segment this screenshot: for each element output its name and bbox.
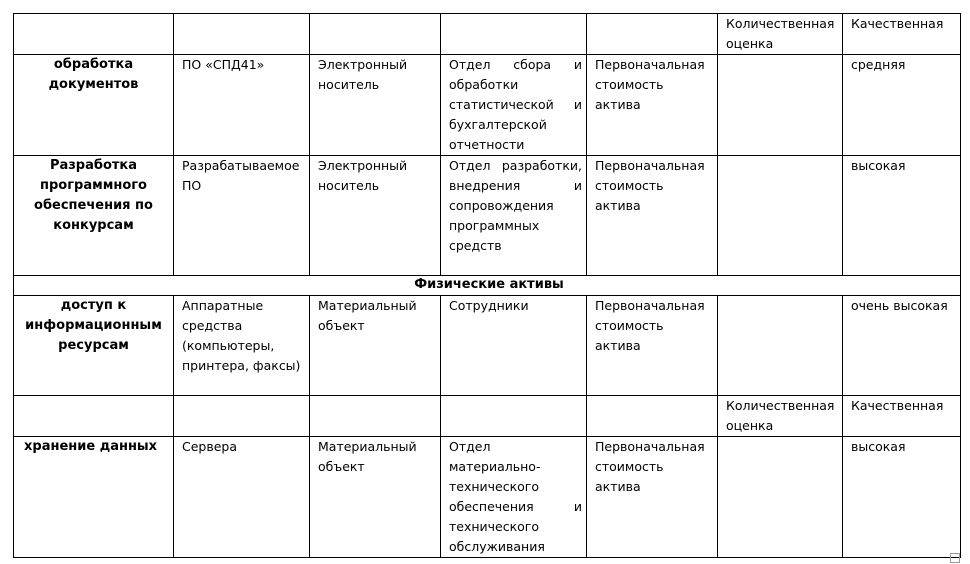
asset-carrier: Электронный носитель: [310, 55, 441, 156]
cell-empty: [587, 396, 718, 437]
header-row: [14, 396, 961, 437]
asset-qual: средняя: [843, 55, 961, 156]
asset-carrier: Материальный объект: [310, 437, 441, 558]
table-row: [14, 437, 961, 558]
asset-valuation: Первоначальная стоимость актива: [587, 437, 718, 558]
cell-empty: [310, 14, 441, 55]
table-row: [14, 296, 961, 396]
asset-name: Разработка программного обеспечения по конкурсам: [14, 156, 174, 276]
asset-qual: высокая: [843, 156, 961, 276]
asset-name: хранение данных: [14, 437, 174, 558]
asset-carrier: Электронный носитель: [310, 156, 441, 276]
asset-quant: [718, 437, 843, 558]
asset-owner: Отдел сбора и обработки статистической и бухгалтерской отчетности: [441, 55, 587, 156]
asset-owner: Отдел материально-технического обеспечения и технического обслуживания: [441, 437, 587, 558]
asset-software: Разрабатываемое ПО: [174, 156, 310, 276]
section-row: [14, 276, 961, 296]
asset-owner: Сотрудники: [441, 296, 587, 396]
header-qual: Качественная: [843, 14, 961, 55]
asset-software: Аппаратные средства (компьютеры, принтера, факсы): [174, 296, 310, 396]
asset-qual: очень высокая: [843, 296, 961, 396]
asset-valuation: Первоначальная стоимость актива: [587, 156, 718, 276]
header-qual: Качественная: [843, 396, 961, 437]
cell-empty: [14, 396, 174, 437]
asset-valuation: Первоначальная стоимость актива: [587, 55, 718, 156]
asset-name: доступ к информационным ресурсам: [14, 296, 174, 396]
resize-handle[interactable]: [950, 553, 960, 563]
cell-empty: [310, 396, 441, 437]
cell-empty: [14, 14, 174, 55]
asset-software: Сервера: [174, 437, 310, 558]
asset-owner: Отдел разработки, внедрения и сопровождения программных средств: [441, 156, 587, 276]
cell-empty: [441, 396, 587, 437]
header-quant: Количественная оценка: [718, 14, 843, 55]
cell-empty: [174, 14, 310, 55]
asset-software: ПО «СПД41»: [174, 55, 310, 156]
header-row: [14, 14, 961, 55]
cell-empty: [441, 14, 587, 55]
asset-quant: [718, 156, 843, 276]
header-quant: Количественная оценка: [718, 396, 843, 437]
table-row: [14, 55, 961, 156]
section-title: Физические активы: [14, 276, 961, 296]
asset-carrier: Материальный объект: [310, 296, 441, 396]
asset-name: обработка документов: [14, 55, 174, 156]
assets-table: [13, 13, 961, 558]
cell-empty: [174, 396, 310, 437]
asset-valuation: Первоначальная стоимость актива: [587, 296, 718, 396]
asset-quant: [718, 296, 843, 396]
asset-qual: высокая: [843, 437, 961, 558]
cell-empty: [587, 14, 718, 55]
table-row: [14, 156, 961, 276]
asset-quant: [718, 55, 843, 156]
